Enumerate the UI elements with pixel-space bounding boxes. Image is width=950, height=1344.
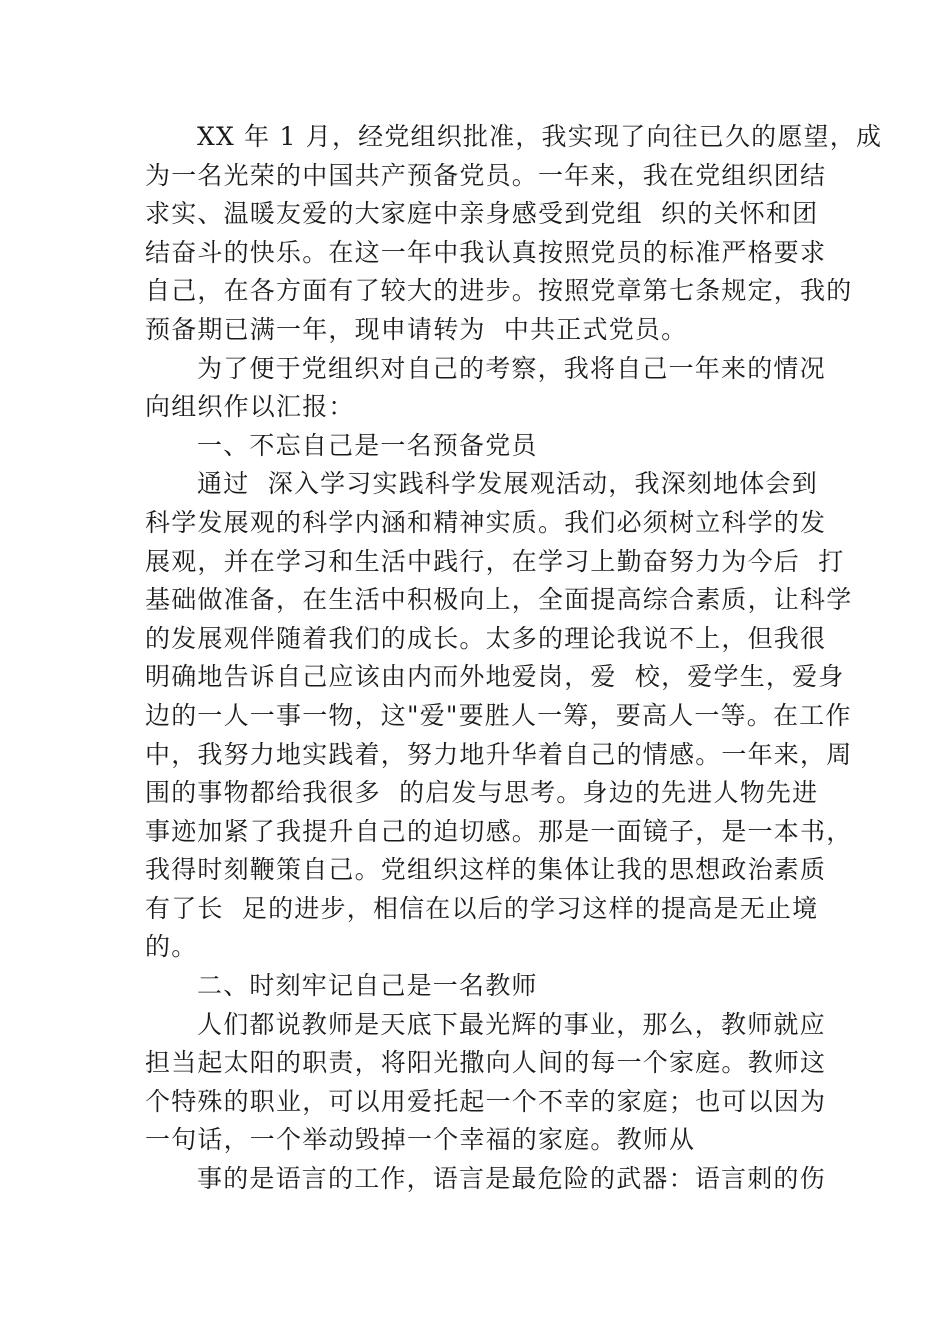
body-line: 为一名光荣的中国共产预备党员。一年来，我在党组织团结 xyxy=(145,160,827,190)
body-line: 明确地告诉自己应该由内而外地爱岗，爱 校，爱学生，爱身 xyxy=(145,662,845,692)
body-line: 围的事物都给我很多 的启发与思考。身边的先进人物先进 xyxy=(145,778,819,808)
body-line: 一句话，一个举动毁掉一个幸福的家庭。教师从 xyxy=(145,1125,696,1155)
body-line: XX 年 1 月，经党组织批准，我实现了向往已久的愿望，成 xyxy=(197,122,883,151)
body-line: 个特殊的职业，可以用爱托起一个不幸的家庭；也可以因为 xyxy=(145,1086,827,1116)
body-line: 边的一人一事一物，这"爱"要胜人一筹，要高人一等。在工作 xyxy=(145,700,852,730)
document-body xyxy=(145,118,883,1199)
body-line: 预备期已满一年，现申请转为 中共正式党员。 xyxy=(145,314,688,344)
body-line: 中，我努力地实践着，努力地升华着自己的情感。一年来，周 xyxy=(145,739,853,769)
body-line: 人们都说教师是天底下最光辉的事业，那么，教师就应 xyxy=(197,1009,826,1039)
body-line: 向组织作以汇报： xyxy=(145,392,355,422)
body-line: 结奋斗的快乐。在这一年中我认真按照党员的标准严格要求 xyxy=(145,237,827,267)
body-line: 事迹加紧了我提升自己的迫切感。那是一面镜子，是一本书， xyxy=(145,816,853,846)
body-line: 基础做准备，在生活中积极向上，全面提高综合素质，让科学 xyxy=(145,585,853,615)
body-line: 为了便于党组织对自己的考察，我将自己一年来的情况 xyxy=(197,353,826,383)
body-line: 的发展观伴随着我们的成长。太多的理论我说不上，但我很 xyxy=(145,623,827,653)
body-line: 事的是语言的工作，语言是最危险的武器：语言刺的伤 xyxy=(197,1164,826,1194)
body-line: 求实、温暖友爱的大家庭中亲身感受到党组 织的关怀和团 xyxy=(145,199,819,229)
body-line: 展观，并在学习和生活中践行，在学习上勤奋努力为今后 打 xyxy=(145,546,845,576)
body-line: 通过 深入学习实践科学发展观活动，我深刻地体会到 xyxy=(197,469,818,499)
body-line: 我得时刻鞭策自己。党组织这样的集体让我的思想政治素质 xyxy=(145,855,827,885)
body-line: 科学发展观的科学内涵和精神实质。我们必须树立科学的发 xyxy=(145,507,827,537)
section-heading: 一、不忘自己是一名预备党员 xyxy=(197,430,538,460)
body-line: 自己，在各方面有了较大的进步。按照党章第七条规定，我的 xyxy=(145,276,853,306)
section-heading: 二、时刻牢记自己是一名教师 xyxy=(197,971,538,1001)
body-line: 的。 xyxy=(145,932,198,962)
body-line: 有了长 足的进步，相信在以后的学习这样的提高是无止境 xyxy=(145,893,819,923)
body-line: 担当起太阳的职责，将阳光撒向人间的每一个家庭。教师这 xyxy=(145,1048,827,1078)
